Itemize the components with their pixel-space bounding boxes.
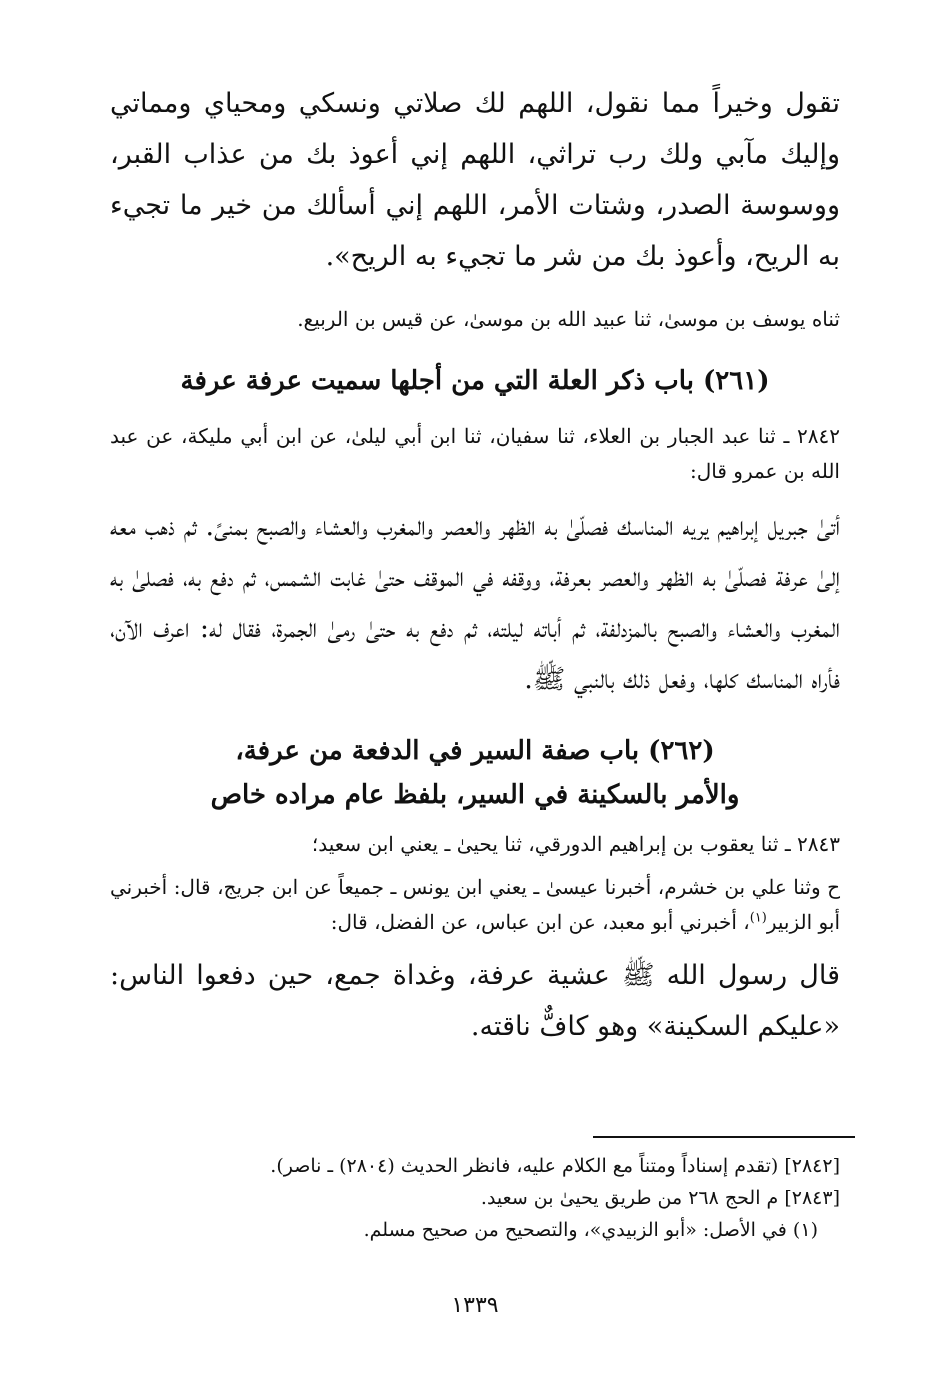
page-number: ١٣٣٩ [451,1293,499,1318]
footnote-1: (١) في الأصل: «أبو الزبيدي»، والتصحيح من صحيح مسلم. [363,1219,818,1241]
hadith-2842-text: أتىٰ جبريل إبراهيم يريه المناسك فصلّىٰ به الظهر والعصر والمغرب والعشاء والصبح بمنىً. ثم ذهب معه إلىٰ عرفة فصلّىٰ به الظهر والعصر بعرفة، ووقفه في الموقف حتىٰ غابت الشمس، ثم دفع به، فصلىٰ به المغرب والعشاء والصبح بالمزدلفة، ثم أباته ليلته، ثم دفع به حتىٰ رمىٰ الجمرة، فقال له: اعرف الآن، فأراه المناسك كلها، وفعل ذلك بالنبي ﷺ. [110,511,840,695]
hadith-2843-text: قال رسول الله ﷺ عشية عرفة، وغداة جمع، حين دفعوا الناس: «عليكم السكينة» وهو كافٌّ ناقته. [110,960,840,1042]
hadith-2843-chain-b [110,870,840,940]
chain-b-part1: ح وثنا علي بن خشرم، أخبرنا عيسىٰ ـ يعني ابن يونس ـ جميعاً عن ابن جريج، قال: أخبرني أبو الزبير [110,875,841,934]
footnote-divider [593,1136,855,1138]
chapter-heading-262-line1: (٢٦٢) باب صفة السير في الدفعة من عرفة، [235,736,715,766]
chain-of-narration: ثناه يوسف بن موسىٰ، ثنا عبيد الله بن موسىٰ، عن قيس بن الربيع. [297,307,840,331]
chapter-heading-261: (٢٦١) باب ذكر العلة التي من أجلها سميت عرفة عرفة [180,366,770,396]
footnotes [110,1150,840,1246]
hadith-2843-chain-a: ٢٨٤٣ ـ ثنا يعقوب بن إبراهيم الدورقي، ثنا يحيىٰ ـ يعني ابن سعيد؛ [311,832,840,856]
chapter-heading-262-line2: والأمر بالسكينة في السير، بلفظ عام مراده خاص [210,780,740,810]
footnote-marker: (١) [749,910,767,926]
hadith-2842-chain: ٢٨٤٢ ـ ثنا عبد الجبار بن العلاء، ثنا سفيان، ثنا ابن أبي ليلىٰ، عن ابن أبي مليكة، عن عبد الله بن عمرو قال: [110,424,840,483]
hadith-text-continuation: تقول وخيراً مما نقول، اللهم لك صلاتي ونسكي ومحياي ومماتي وإليك مآبي ولك رب تراثي، اللهم إني أعوذ بك من عذاب القبر، ووسوسة الصدر، وشتات الأمر، اللهم إني أسألك من خير ما تجيء به الريح، وأعوذ بك من شر ما تجيء به الريح». [110,88,840,272]
chain-b-part2: ، أخبرني أبو معبد، عن ابن عباس، عن الفضل، قال: [330,910,750,934]
footnote-2842: [٢٨٤٢] (تقدم إسناداً ومتناً مع الكلام عليه، فانظر الحديث (٢٨٠٤) ـ ناصر). [270,1155,840,1177]
chapter-heading-262 [110,729,840,817]
footnote-2843: [٢٨٤٣] م الحج ٢٦٨ من طريق يحيىٰ بن سعيد. [480,1187,840,1209]
